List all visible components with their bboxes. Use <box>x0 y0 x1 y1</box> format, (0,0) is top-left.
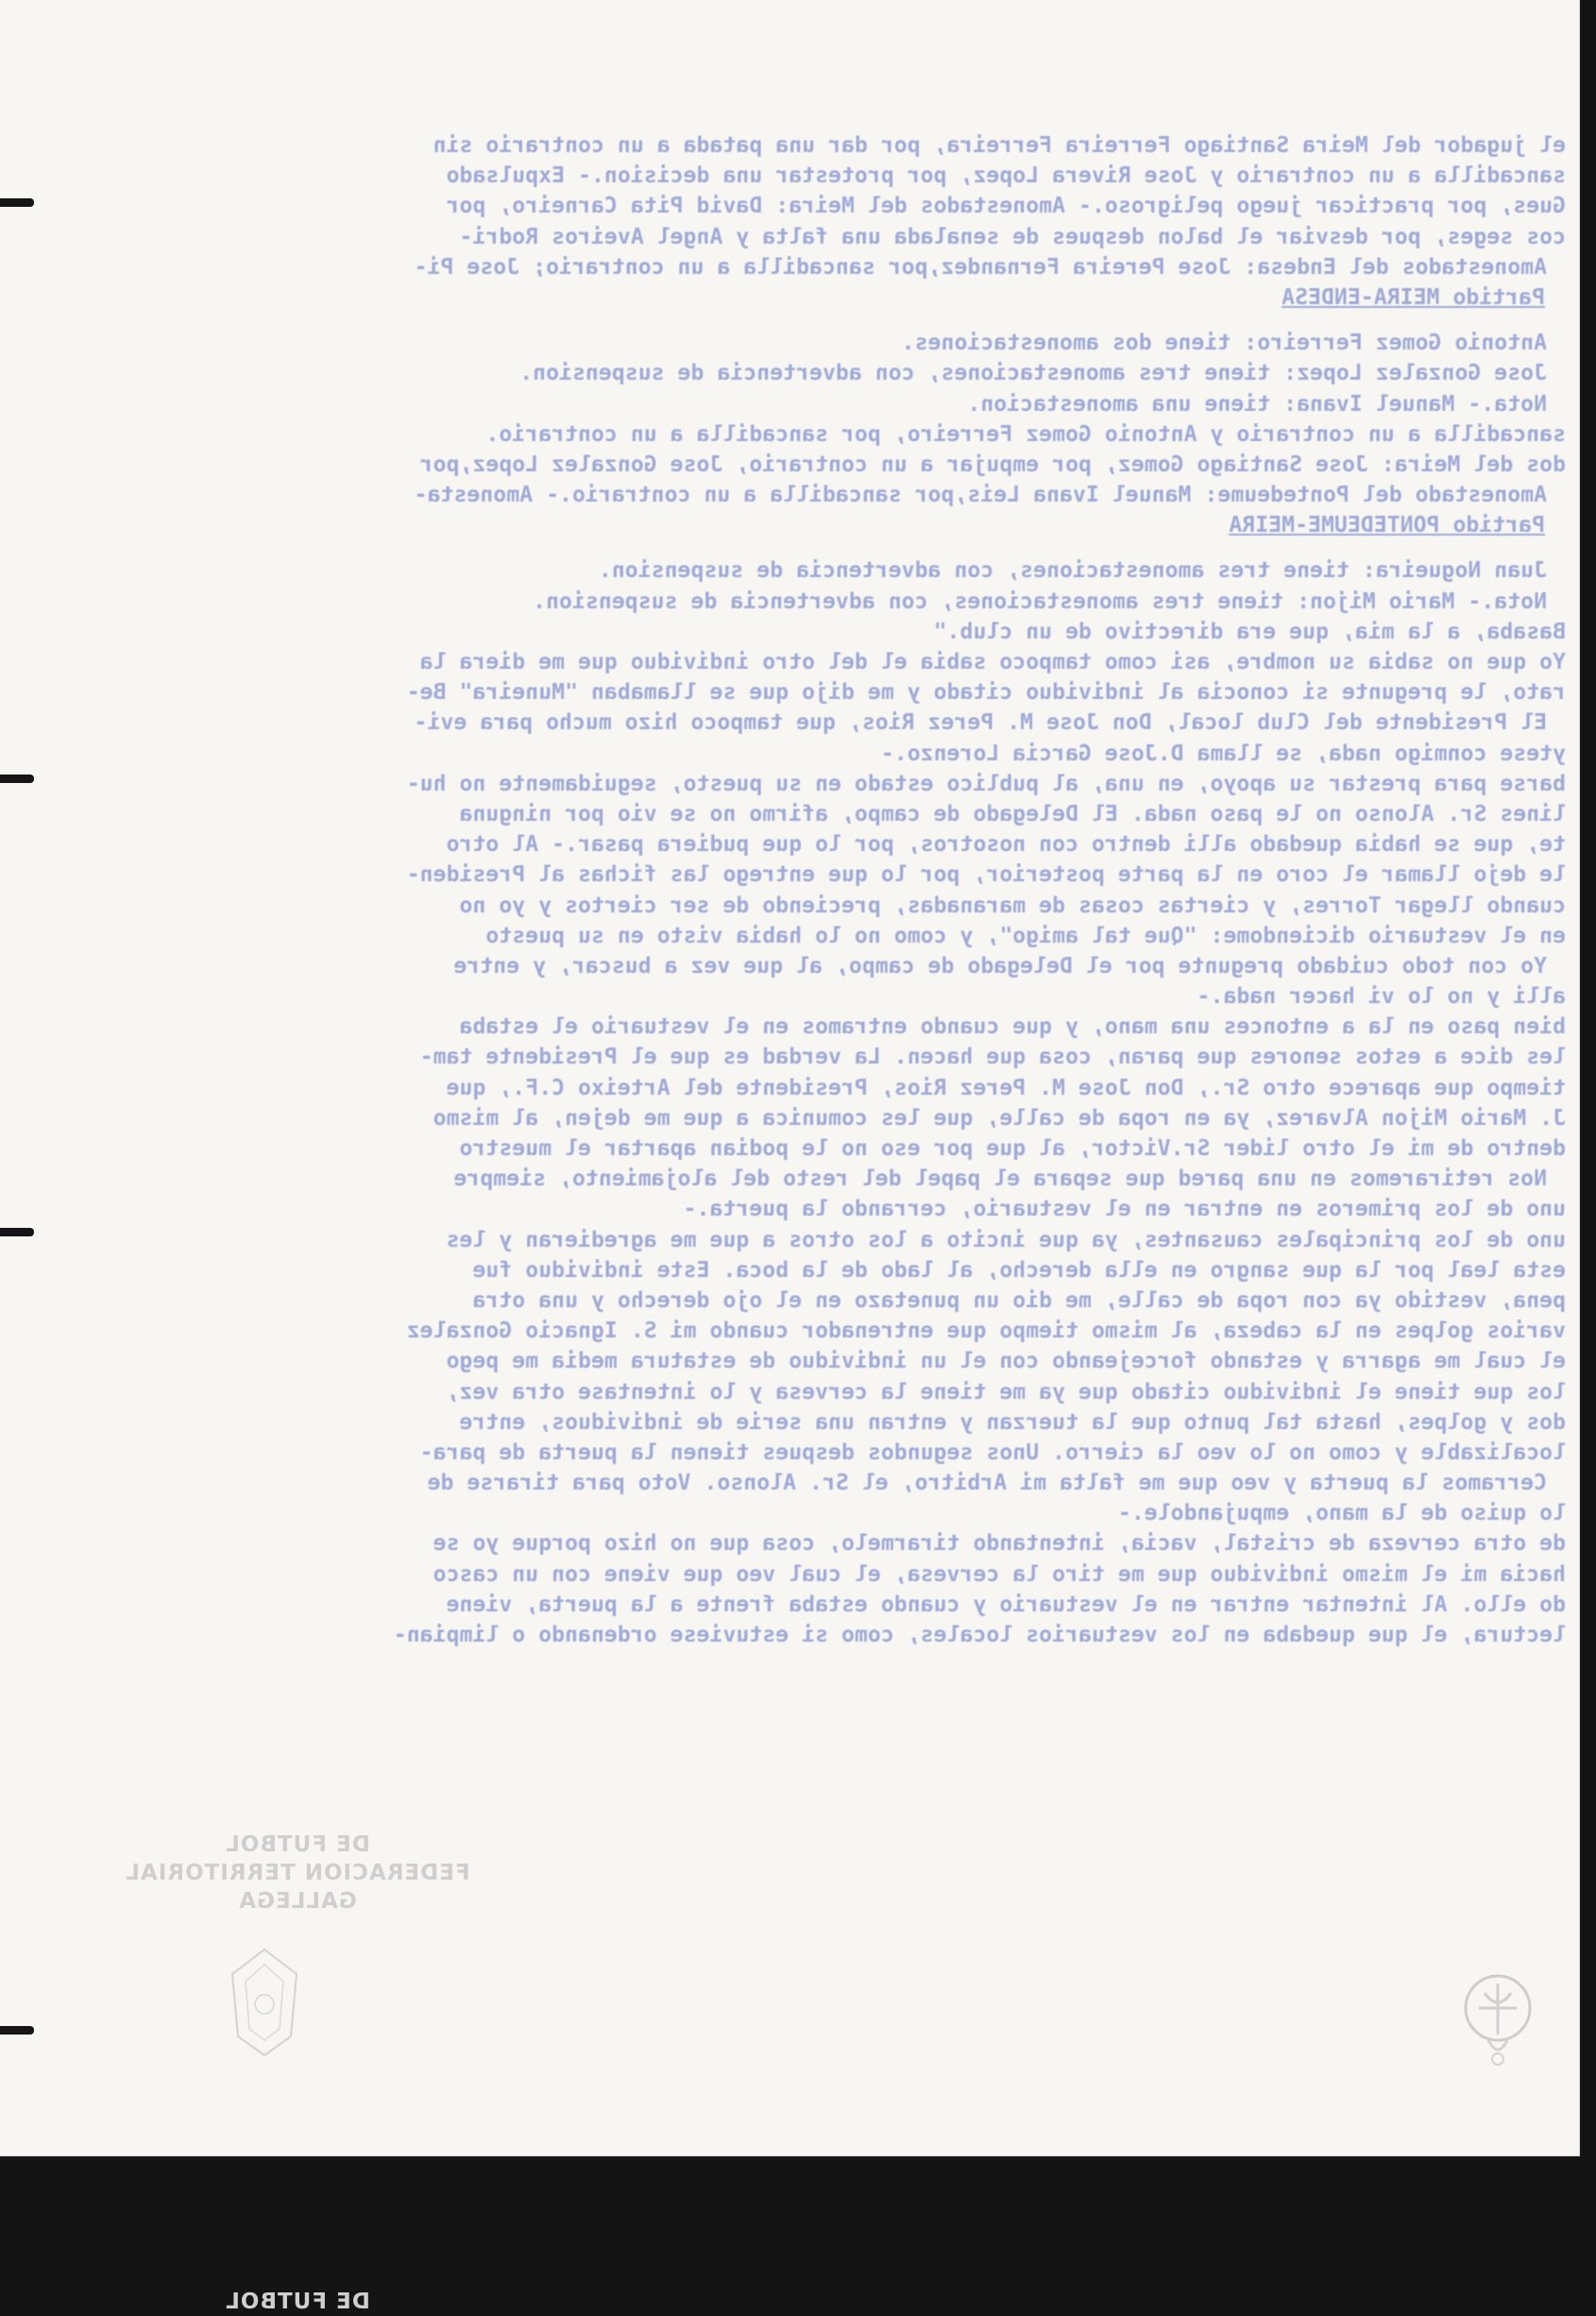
text-line: Nota.- Manuel Ivana: tiene una amonestacion. <box>967 391 1547 417</box>
text-line: barse para prestar su apoyo, en una, al publico estado en su puesto, seguidamente no hu- <box>406 771 1566 796</box>
text-line: localizable y como no lo veo la cierro. Unos segundos despues tienen la puerta de para- <box>419 1439 1566 1465</box>
text-line: Amonestados del Endesa: Jose Pereira Fernandez,por sancadilla a un contrario; Jose Pi- <box>414 254 1547 280</box>
text-line: Gues, por practicar juego peligroso.- Amonestados del Meira: David Pita Carneiro, por <box>446 194 1566 219</box>
text-line: Jose Gonzalez Lopez: tiene tres amonestaciones, con advertencia de suspension. <box>519 361 1547 386</box>
text-line: alli y no lo vi hacer nada.- <box>1197 984 1566 1010</box>
federation-emblem-icon <box>219 1946 310 2059</box>
text-line: le dejo llamar el coro en la parte posterior, por lo que entrego las fichas al Presiden- <box>406 862 1566 888</box>
text-line: cos seges, por desviar el balon despues de senalada una falta y Angel Aveiros Rodri- <box>459 224 1566 249</box>
text-line: Nos retiraremos en una pared que separa el papel del resto del alojamiento, siempre <box>453 1167 1547 1192</box>
text-line: rato, le pregunte si conocia al individuo citado y me dijo que se llamaban "Muneira" Be- <box>406 680 1566 706</box>
text-line: uno de los primeros en entrar en el vestuario, cerrando la puerta.- <box>683 1197 1566 1222</box>
text-line: uno de los principales causantes, ya que incito a los otros a que me agredieran y les <box>446 1227 1566 1252</box>
text-line: Yo que no sabia su nombre, asi como tampoco sabia el del otro individuo que me diera la <box>419 650 1566 674</box>
punch-hole-mark <box>0 1228 34 1236</box>
text-line: varios golpes en la cabeza, al mismo tiempo que entrenador cuando mi S. Ignacio Gonzalez <box>406 1319 1566 1344</box>
text-line: El Presidente del Club local, Don Jose M. Perez Rios, que tampoco hizo mucho para evi- <box>414 710 1547 736</box>
round-seal-icon <box>1451 1965 1545 2069</box>
text-line: los que tiene el individuo citado que ya me tiene la cervesa y lo intentase otra vez, <box>446 1379 1566 1405</box>
text-line: dos y golpes, hasta tal punto que la tuerzan y entran una serie de individuos, entre <box>459 1409 1566 1435</box>
text-line: bien paso en la a entonces una mano, y que cuando entramos en el vestuario el estaba <box>459 1014 1566 1040</box>
text-line: de otra cerveza de cristal, vacia, intentando tirarmelo, cosa que no hizo porque yo se <box>433 1531 1566 1557</box>
text-line: cuando llegar Torres, y ciertas cosas de maranadas, preciendo de ser ciertos y yo no <box>459 893 1566 918</box>
text-line: dentro de mi el otro lider Sr.Victor, al que por eso no le podian apartar el muestro <box>459 1136 1566 1161</box>
stamp-line-2: DE FUTBOL <box>225 2290 370 2314</box>
text-line: les dice a estos senores que paran, cosa que hacen. La verdad es que el Presidente tam- <box>419 1045 1566 1070</box>
text-line: J. Mario Mijon Alvarez, ya en ropa de calle, que les comunica a que me dejen, al mismo <box>433 1105 1566 1131</box>
text-line: Antonio Gomez Ferreiro: tiene dos amonestaciones. <box>901 331 1547 356</box>
text-line: lines Sr. Alonso no le paso nada. El Delegado de campo, afirmo no se vio por ninguna <box>459 801 1566 826</box>
text-line: sancadilla a un contrario y Antonio Gomez Ferreiro, por sancadilla a un contrario. <box>485 421 1566 447</box>
federation-stamp <box>76 1831 519 1916</box>
punch-hole-mark <box>0 198 34 207</box>
text-line: do ello. Al intentar entrar en el vestuario y cuando estaba frente a la puerta, viene <box>446 1592 1566 1617</box>
text-line: hacia mi el mismo individuo que me tiro la cervesa, el cual veo que viene con un casco <box>433 1561 1566 1587</box>
mirrored-typewritten-text <box>187 130 1566 1650</box>
text-line: ytese conmigo nada, se llama D.Jose Garcia Lorenzo.- <box>880 741 1566 766</box>
text-line: en el vestuario diciendome: "Que tal amigo", y como no lo habia visto en su puesto <box>485 923 1566 948</box>
text-line: sancadilla a un contrario y Jose Rivera Lopez, por protestar una decision.- Expulsado <box>446 163 1566 189</box>
text-line: Cerramos la puerta y veo que me falta mi Arbitro, el Sr. Alonso. Voto para tirarse de <box>427 1471 1547 1496</box>
text-line: el jugador del Meira Santiago Ferreira Ferreira, por dar una patada a un contrario sin <box>433 133 1566 158</box>
text-line: pena, vestido ya con ropa de calle, me dio un punetazo en el ojo derecho y una otra <box>472 1287 1566 1313</box>
text-line: Nota.- Mario Mijon: tiene tres amonestaciones, con advertencia de suspension. <box>533 588 1547 614</box>
punch-hole-mark <box>0 2026 34 2035</box>
text-line: el cual me agarra y estando forcejeando con el un individuo de estatura media me pego <box>446 1349 1566 1374</box>
text-line: Basaba, a la mia, que era directivo de un club." <box>933 619 1566 644</box>
punch-hole-mark <box>0 775 34 783</box>
text-line: Yo con todo cuidado pregunte por el Delegado de campo, al que vez a buscar, y entre <box>453 953 1547 979</box>
text-line: te, que se habia quedado alli dentro con nosotros, por lo que pudiera pasar.- Al otro <box>446 832 1566 858</box>
text-line: Juan Nogueira: tiene tres amonestaciones, con advertencia de suspension. <box>598 558 1547 584</box>
text-line: tiempo que aparece otro Sr., Don Jose M. Perez Rios, Presidente del Arteixo C.F., que <box>446 1075 1566 1100</box>
text-line: Amonestado del Pontedeume: Manuel Ivana Leis,por sancadilla a un contrario.- Amonesta- <box>414 483 1547 508</box>
text-line: lectura, el que quedaba en los vestuarios locales, como si estuviese ordenando o limpian- <box>393 1623 1566 1647</box>
text-line: lo quiso de la mano, empujandole.- <box>1117 1501 1566 1526</box>
section-heading: Partido MEIRA-ENDESA <box>1282 284 1545 310</box>
section-heading: Partido PONTEDEUME-MEIRA <box>1229 513 1545 538</box>
text-line: dos del Meira: Jose Santiago Gomez, por empujar a un contrario, Jose Gonzalez Lopez,por <box>419 451 1566 477</box>
stamp-subtitle: DE FUTBOL <box>225 1832 370 1857</box>
text-line: esta leal por la que sangro en ella derecho, al lado de la boca. Este individuo fue <box>472 1257 1566 1283</box>
stamp-title: FEDERACION TERRITORIAL GALLEGA <box>125 1861 470 1914</box>
